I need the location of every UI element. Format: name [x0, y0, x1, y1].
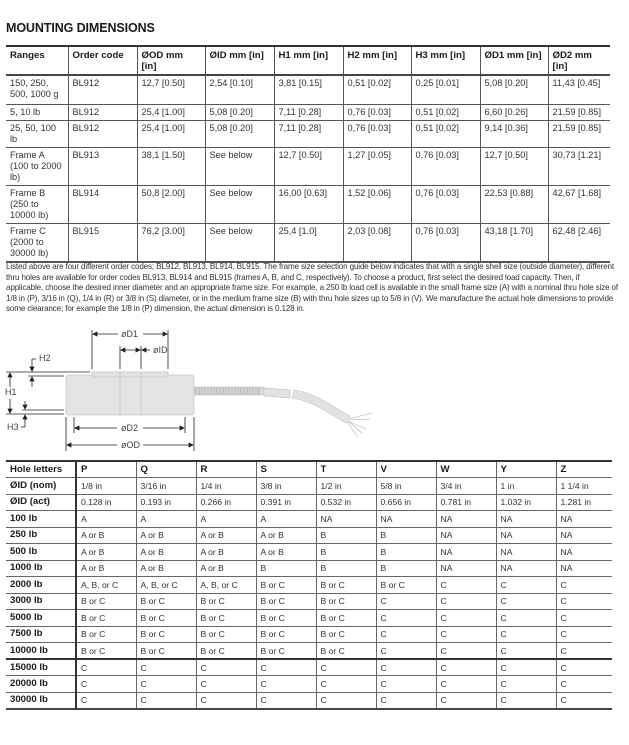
table-cell: C	[556, 692, 612, 709]
header-ranges: Ranges	[6, 46, 68, 75]
table-row	[6, 120, 610, 147]
table-cell: 1,27 [0.05]	[343, 147, 411, 185]
table-cell: B or C	[76, 593, 136, 610]
table-cell: 0.391 in	[256, 494, 316, 511]
table-cell: BL912	[68, 75, 137, 104]
table-cell: BL912	[68, 104, 137, 120]
table-cell: B or C	[136, 610, 196, 627]
table-cell: A or B	[196, 527, 256, 544]
table-cell: C	[376, 692, 436, 709]
table-cell: 5/8 in	[376, 478, 436, 495]
load-cell-diagram	[0, 325, 400, 455]
table-cell: A or B	[196, 544, 256, 561]
table-cell: NA	[496, 511, 556, 528]
header-d1: ØD1 mm [in]	[480, 46, 548, 75]
table-cell: C	[436, 643, 496, 660]
table-cell: A or B	[256, 527, 316, 544]
row-label: 100 lb	[6, 511, 76, 528]
table-cell: C	[556, 610, 612, 627]
table-cell: A or B	[136, 560, 196, 577]
table-cell: A or B	[136, 527, 196, 544]
table-cell: 1 1/4 in	[556, 478, 612, 495]
table-cell: Frame C (2000 to 30000 lb)	[6, 223, 68, 262]
header-q: Q	[136, 461, 196, 478]
table-cell: 12,7 [0.50]	[137, 75, 205, 104]
header-y: Y	[496, 461, 556, 478]
table-row	[6, 692, 612, 709]
table-cell: B or C	[136, 643, 196, 660]
table-cell: C	[496, 643, 556, 660]
table-cell: C	[376, 643, 436, 660]
table-cell: B or C	[136, 593, 196, 610]
table-cell: C	[496, 577, 556, 594]
table-cell: NA	[556, 511, 612, 528]
row-label: 1000 lb	[6, 560, 76, 577]
table-cell: 0,76 [0.03]	[343, 120, 411, 147]
table-cell: 0.266 in	[196, 494, 256, 511]
table-cell: NA	[316, 511, 376, 528]
table-cell: C	[196, 659, 256, 676]
table-row	[6, 494, 612, 511]
table-cell: B or C	[196, 593, 256, 610]
row-label: 30000 lb	[6, 692, 76, 709]
table-cell: C	[256, 676, 316, 693]
table-cell: C	[136, 676, 196, 693]
header-s: S	[256, 461, 316, 478]
table-cell: 0,76 [0.03]	[411, 223, 480, 262]
table-cell: 12,7 [0.50]	[480, 147, 548, 185]
table-cell: B	[316, 560, 376, 577]
table-cell: See below	[205, 147, 274, 185]
table-cell: C	[316, 676, 376, 693]
table-row	[6, 610, 612, 627]
table-cell: 30,73 [1.21]	[548, 147, 610, 185]
header-order-code: Order code	[68, 46, 137, 75]
label-h3: H3	[7, 422, 19, 432]
table-cell: 5,08 [0.20]	[205, 104, 274, 120]
table-cell: B or C	[256, 577, 316, 594]
table-cell: B or C	[316, 626, 376, 643]
table-cell: Frame B (250 to 10000 lb)	[6, 185, 68, 223]
table-cell: Frame A (100 to 2000 lb)	[6, 147, 68, 185]
table-cell: 0,25 [0.01]	[411, 75, 480, 104]
table-cell: B	[376, 527, 436, 544]
table-cell: 22,53 [0.88]	[480, 185, 548, 223]
header-v: V	[376, 461, 436, 478]
table-cell: 0,51 [0.02]	[411, 104, 480, 120]
table-row	[6, 185, 610, 223]
table-cell: 25, 50, 100 lb	[6, 120, 68, 147]
table-cell: 2,54 [0.10]	[205, 75, 274, 104]
table-cell: C	[376, 676, 436, 693]
header-w: W	[436, 461, 496, 478]
table-cell: A	[76, 511, 136, 528]
table-cell: B or C	[316, 593, 376, 610]
table-cell: BL914	[68, 185, 137, 223]
table-cell: 50,8 [2.00]	[137, 185, 205, 223]
table-cell: 7,11 [0.28]	[274, 104, 343, 120]
table-cell: 21,59 [0.85]	[548, 104, 610, 120]
table-cell: A, B, or C	[196, 577, 256, 594]
table-cell: 1/8 in	[76, 478, 136, 495]
table-cell: B or C	[76, 626, 136, 643]
table-cell: C	[436, 577, 496, 594]
table-cell: C	[256, 692, 316, 709]
table-cell: NA	[496, 527, 556, 544]
row-label: 500 lb	[6, 544, 76, 561]
table-cell: B or C	[376, 577, 436, 594]
table-cell: C	[376, 593, 436, 610]
table-cell: B	[316, 527, 376, 544]
table-cell: C	[316, 659, 376, 676]
row-label: 5000 lb	[6, 610, 76, 627]
table-cell: 5, 10 lb	[6, 104, 68, 120]
table-cell: 0.128 in	[76, 494, 136, 511]
table-cell: 6,60 [0.26]	[480, 104, 548, 120]
header-z: Z	[556, 461, 612, 478]
table-cell: C	[436, 593, 496, 610]
table-cell: A	[136, 511, 196, 528]
table-cell: NA	[496, 560, 556, 577]
table-cell: C	[136, 659, 196, 676]
table-cell: NA	[376, 511, 436, 528]
table-cell: C	[256, 659, 316, 676]
header-h2: H2 mm [in]	[343, 46, 411, 75]
table-cell: NA	[496, 544, 556, 561]
table-cell: B	[376, 544, 436, 561]
row-label: 2000 lb	[6, 577, 76, 594]
table-cell: BL915	[68, 223, 137, 262]
table-row	[6, 577, 612, 594]
table-cell: 16,00 [0.63]	[274, 185, 343, 223]
header-od: ØOD mm [in]	[137, 46, 205, 75]
header-d2: ØD2 mm [in]	[548, 46, 610, 75]
table-cell: 0,76 [0.03]	[411, 185, 480, 223]
label-h2: H2	[39, 353, 51, 363]
table-row	[6, 75, 610, 104]
table-cell: BL913	[68, 147, 137, 185]
table-cell: C	[436, 676, 496, 693]
row-label: ØID (nom)	[6, 478, 76, 495]
table-cell: 2,03 [0.08]	[343, 223, 411, 262]
table-cell: C	[76, 692, 136, 709]
table-cell: 5,08 [0.20]	[205, 120, 274, 147]
table-row	[6, 223, 610, 262]
table-row	[6, 147, 610, 185]
table-cell: B or C	[316, 610, 376, 627]
label-d1: øD1	[121, 329, 139, 339]
table-cell: A	[196, 511, 256, 528]
table-cell: 1 in	[496, 478, 556, 495]
table-cell: 43,18 [1.70]	[480, 223, 548, 262]
table-cell: NA	[556, 527, 612, 544]
cable-icon	[194, 387, 372, 437]
table-cell: C	[376, 610, 436, 627]
header-h3: H3 mm [in]	[411, 46, 480, 75]
table-cell: C	[436, 692, 496, 709]
table-cell: C	[556, 626, 612, 643]
table-cell: See below	[205, 185, 274, 223]
table-cell: NA	[556, 560, 612, 577]
holes-header-row	[6, 461, 612, 478]
table-cell: B or C	[196, 643, 256, 660]
table-cell: 62,48 [2.46]	[548, 223, 610, 262]
table-cell: 25,4 [1.0]	[274, 223, 343, 262]
table-row	[6, 104, 610, 120]
table-cell: 1.032 in	[496, 494, 556, 511]
table-cell: 5,08 [0.20]	[480, 75, 548, 104]
table-cell: 0,76 [0.03]	[343, 104, 411, 120]
table-cell: 3/8 in	[256, 478, 316, 495]
table-cell: C	[556, 593, 612, 610]
table-cell: B	[376, 560, 436, 577]
table-cell: C	[496, 593, 556, 610]
table-cell: B or C	[316, 577, 376, 594]
load-cell-body	[66, 375, 194, 415]
table-cell: B	[316, 544, 376, 561]
table-row	[6, 659, 612, 676]
table-cell: 1/4 in	[196, 478, 256, 495]
table-cell: 21,59 [0.85]	[548, 120, 610, 147]
table-cell: 38,1 [1.50]	[137, 147, 205, 185]
table-cell: C	[556, 577, 612, 594]
table-cell: 1,52 [0.06]	[343, 185, 411, 223]
table-cell: See below	[205, 223, 274, 262]
table-cell: 9,14 [0.36]	[480, 120, 548, 147]
table-cell: B or C	[196, 626, 256, 643]
table-row	[6, 593, 612, 610]
header-hole-letters: Hole letters	[6, 461, 76, 478]
table-cell: B	[256, 560, 316, 577]
table-cell: 1/2 in	[316, 478, 376, 495]
row-label: ØID (act)	[6, 494, 76, 511]
table-cell: 150, 250, 500, 1000 g	[6, 75, 68, 104]
table-cell: A, B, or C	[76, 577, 136, 594]
table-cell: C	[376, 659, 436, 676]
label-id: øID	[153, 345, 168, 355]
row-label: 10000 lb	[6, 643, 76, 660]
load-cell-drawing	[0, 325, 400, 455]
table-cell: C	[556, 659, 612, 676]
table-cell: 0.656 in	[376, 494, 436, 511]
table-row	[6, 478, 612, 495]
table-cell: C	[76, 676, 136, 693]
row-label: 7500 lb	[6, 626, 76, 643]
table-cell: C	[436, 610, 496, 627]
table-cell: B or C	[256, 643, 316, 660]
table-cell: 7,11 [0.28]	[274, 120, 343, 147]
table-cell: NA	[436, 511, 496, 528]
table-cell: B or C	[256, 593, 316, 610]
row-label: 3000 lb	[6, 593, 76, 610]
table-cell: C	[136, 692, 196, 709]
table-cell: A or B	[196, 560, 256, 577]
row-label: 15000 lb	[6, 659, 76, 676]
dims-header-row	[6, 46, 610, 75]
table-cell: B or C	[136, 626, 196, 643]
table-cell: NA	[436, 544, 496, 561]
table-cell: C	[196, 676, 256, 693]
header-p: P	[76, 461, 136, 478]
header-t: T	[316, 461, 376, 478]
header-id: ØID mm [in]	[205, 46, 274, 75]
table-cell: C	[436, 626, 496, 643]
row-label: 250 lb	[6, 527, 76, 544]
table-cell: C	[496, 626, 556, 643]
table-cell: A or B	[76, 544, 136, 561]
table-cell: NA	[436, 560, 496, 577]
table-cell: 25,4 [1.00]	[137, 104, 205, 120]
header-h1: H1 mm [in]	[274, 46, 343, 75]
mounting-dimensions-table	[6, 45, 610, 263]
table-cell: 11,43 [0.45]	[548, 75, 610, 104]
table-cell: 0.532 in	[316, 494, 376, 511]
table-row	[6, 643, 612, 660]
label-h1: H1	[5, 387, 17, 397]
table-cell: A	[256, 511, 316, 528]
table-cell: 12,7 [0.50]	[274, 147, 343, 185]
frame-size-selection-table	[6, 460, 612, 710]
table-cell: 25,4 [1.00]	[137, 120, 205, 147]
table-cell: BL912	[68, 120, 137, 147]
label-od: øOD	[121, 440, 140, 450]
table-cell: 0.193 in	[136, 494, 196, 511]
table-cell: C	[76, 659, 136, 676]
table-row	[6, 511, 612, 528]
table-cell: C	[496, 610, 556, 627]
table-cell: C	[556, 676, 612, 693]
row-label: 20000 lb	[6, 676, 76, 693]
table-cell: 3/4 in	[436, 478, 496, 495]
table-row	[6, 676, 612, 693]
table-cell: 0,51 [0.02]	[411, 120, 480, 147]
table-cell: A or B	[136, 544, 196, 561]
table-cell: B or C	[196, 610, 256, 627]
table-cell: C	[556, 643, 612, 660]
table-cell: C	[436, 659, 496, 676]
table-cell: B or C	[256, 610, 316, 627]
table-cell: 42,67 [1.68]	[548, 185, 610, 223]
table-row	[6, 544, 612, 561]
page-title: MOUNTING DIMENSIONS	[6, 21, 155, 35]
table-cell: A or B	[76, 560, 136, 577]
table-row	[6, 560, 612, 577]
table-cell: B or C	[76, 643, 136, 660]
table-cell: C	[496, 692, 556, 709]
table-cell: NA	[436, 527, 496, 544]
table-cell: B or C	[316, 643, 376, 660]
description-paragraph: Listed above are four different order codes; BL912, BL913, BL914, BL915. The frame size selection guide below indicates that with a single shell size (outside diameter), different thru holes are available for order codes BL913, BL914 and BL915 (frames A, B, and C, respectively). To choose a product, first select the desired load capacity. Then, if applicable, choose the desired inner diameter and an appropriate frame size. For example, a 250 lb load cell is available in the small frame size (A) with a nominal thru hole size of 1/8 in (P), 3/16 in (Q), 1/4 in (R) or 3/8 in (S) diameter, or in the medium frame size (B) with thru hole sizes up to 5/8 in (V). We manufacture the actual hole dimensions to provide some clearance; for example the 1/8 in (P) dimension, the actual dimension is 0.128 in.	[6, 262, 618, 314]
table-cell: C	[196, 692, 256, 709]
table-cell: C	[376, 626, 436, 643]
table-cell: C	[496, 676, 556, 693]
table-cell: C	[496, 659, 556, 676]
table-cell: A or B	[76, 527, 136, 544]
table-row	[6, 527, 612, 544]
table-cell: 3,81 [0.15]	[274, 75, 343, 104]
table-row	[6, 626, 612, 643]
table-cell: 3/16 in	[136, 478, 196, 495]
table-cell: 1.281 in	[556, 494, 612, 511]
header-r: R	[196, 461, 256, 478]
table-cell: A, B, or C	[136, 577, 196, 594]
table-cell: 76,2 [3.00]	[137, 223, 205, 262]
table-cell: 0,76 [0.03]	[411, 147, 480, 185]
table-cell: B or C	[256, 626, 316, 643]
table-cell: B or C	[76, 610, 136, 627]
table-cell: C	[316, 692, 376, 709]
table-cell: NA	[556, 544, 612, 561]
label-d2: øD2	[121, 423, 139, 433]
table-cell: 0,51 [0.02]	[343, 75, 411, 104]
table-cell: A or B	[256, 544, 316, 561]
table-cell: 0.781 in	[436, 494, 496, 511]
